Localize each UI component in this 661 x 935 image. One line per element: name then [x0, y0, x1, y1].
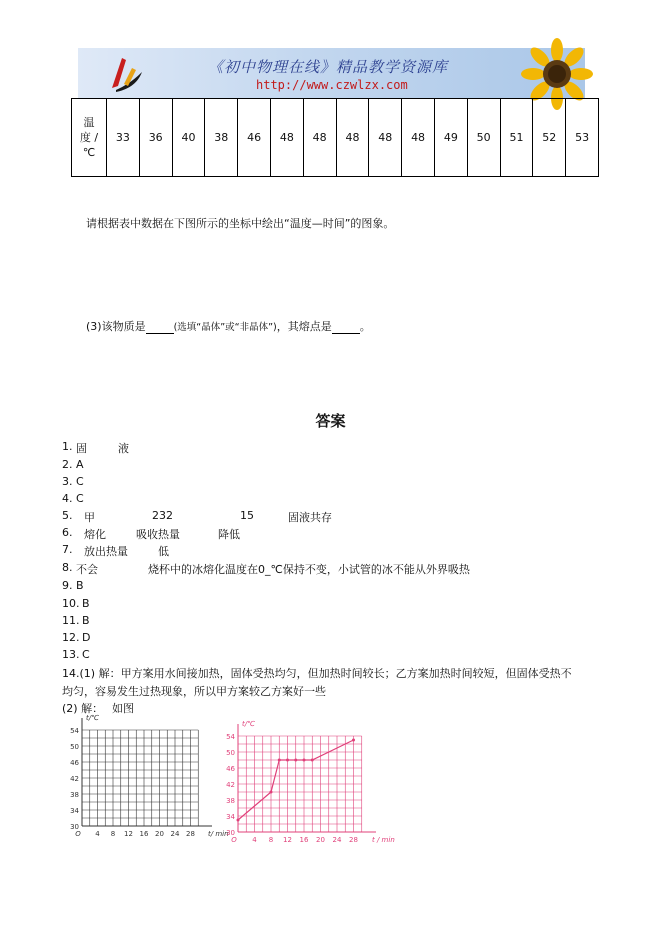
table-cell: 52 [533, 99, 566, 177]
header-banner [78, 48, 585, 98]
answer-number: 12. [62, 631, 80, 644]
y-tick-label: 50 [226, 749, 235, 757]
y-tick-label: 54 [226, 733, 235, 741]
question-3-middle: ，其熔点是 [276, 320, 332, 333]
data-point [286, 759, 289, 762]
y-tick-label: 46 [70, 759, 79, 767]
x-tick-label: 20 [155, 830, 164, 838]
answer-part: B [82, 597, 90, 610]
answer-14-text: 如图 [112, 702, 134, 715]
data-point [311, 759, 314, 762]
y-tick-label: 54 [70, 727, 79, 735]
x-tick-label: 28 [186, 830, 195, 838]
y-axis-label: t/℃ [242, 720, 255, 728]
origin-label: O [231, 836, 237, 844]
x-tick-label: 24 [332, 836, 342, 844]
x-tick-label: 16 [139, 830, 149, 838]
answer-blank[interactable] [332, 322, 360, 334]
answer-number: 13. [62, 648, 80, 661]
answer-part: 吸收热量 [136, 528, 180, 541]
answer-part: C [76, 492, 84, 505]
table-header-cell [72, 99, 107, 177]
y-tick-label: 42 [226, 781, 235, 789]
table-row [72, 99, 599, 177]
answer-part: 固液共存 [288, 511, 332, 524]
data-point [303, 759, 306, 762]
question-3-prefix: (3)该物质是 [86, 320, 146, 333]
answer-number: 1. [62, 440, 73, 453]
answer-part: 烧杯中的冰熔化温度在0_℃保持不变，小试管的冰不能从外界吸热 [148, 563, 470, 576]
y-tick-label: 50 [70, 743, 79, 751]
y-tick-label: 34 [226, 813, 235, 821]
x-tick-label: 8 [110, 830, 116, 838]
question-3 [86, 318, 371, 334]
answer-blank[interactable] [146, 322, 174, 334]
question-3-suffix: 。 [359, 320, 371, 333]
x-tick-label: 12 [283, 836, 292, 844]
table-cell: 49 [434, 99, 467, 177]
answer-part: 不会 [76, 563, 98, 576]
data-point [352, 739, 355, 742]
y-tick-label: 38 [70, 791, 79, 799]
answer-part: B [76, 579, 84, 592]
answer-part: C [76, 475, 84, 488]
answer-part: A [76, 458, 84, 471]
table-cell: 48 [270, 99, 303, 177]
x-tick-label: 4 [95, 830, 100, 838]
x-tick-label: 16 [299, 836, 309, 844]
answer-part: 固 [76, 442, 87, 455]
answer-part: 15 [240, 509, 254, 522]
header-line: 温 [83, 116, 95, 129]
banner-title: 《初中物理在线》精品教学资源库 [208, 58, 449, 76]
x-tick-label: 20 [316, 836, 325, 844]
x-tick-label: 4 [252, 836, 257, 844]
answer-number: 2. [62, 458, 73, 471]
answer-part: D [82, 631, 91, 644]
y-tick-label: 46 [226, 765, 235, 773]
question-3-hint: (选填“晶体”或“非晶体”) [173, 322, 277, 333]
y-tick-label: 30 [70, 823, 79, 831]
answer-number: 9. [62, 579, 73, 592]
table-cell: 50 [467, 99, 500, 177]
answer-part: 熔化 [84, 528, 106, 541]
data-point [278, 759, 281, 762]
x-tick-label: 28 [349, 836, 358, 844]
table-cell: 48 [303, 99, 336, 177]
table-cell: 48 [336, 99, 369, 177]
x-tick-label: 24 [170, 830, 180, 838]
table-cell: 33 [107, 99, 140, 177]
table-cell: 53 [566, 99, 599, 177]
y-axis-label: t/℃ [86, 714, 99, 722]
data-point [294, 759, 297, 762]
site-logo-icon [106, 54, 146, 94]
answer-number: 4. [62, 492, 73, 505]
answer-number: 11. [62, 614, 80, 627]
table-cell: 36 [139, 99, 172, 177]
x-axis-label: t / min [372, 836, 395, 844]
answer-number: 6. [62, 526, 73, 539]
answer-number: 5. [62, 509, 73, 522]
answer-number: 10. [62, 597, 80, 610]
answer-part: 液 [118, 442, 129, 455]
data-point [237, 819, 240, 822]
table-cell: 48 [369, 99, 402, 177]
temperature-table [71, 98, 599, 177]
answer-14-line-2: 均匀，容易发生过热现象，所以甲方案较乙方案好一些 [62, 685, 326, 698]
answer-14-line-1: 14.(1) 解：甲方案用水间接加热，固体受热均匀，但加热时间较长；乙方案加热时间较短，但固体受热不 [62, 667, 572, 680]
y-tick-label: 30 [226, 829, 235, 837]
x-tick-label: 12 [124, 830, 133, 838]
table-cell: 51 [500, 99, 533, 177]
table-cell: 46 [238, 99, 271, 177]
y-tick-label: 42 [70, 775, 79, 783]
header-line: ℃ [82, 146, 96, 159]
x-tick-label: 8 [268, 836, 274, 844]
table-cell: 38 [205, 99, 238, 177]
answer-number: 3. [62, 475, 73, 488]
data-point [270, 791, 273, 794]
banner-url: http://www.czwlzx.com [256, 78, 408, 92]
instruction-text: 请根据表中数据在下图所示的坐标中绘出“温度—时间”的图象。 [86, 217, 395, 230]
table-cell: 48 [402, 99, 435, 177]
answer-part: 低 [158, 545, 169, 558]
answer-number: 7. [62, 543, 73, 556]
y-tick-label: 38 [226, 797, 235, 805]
origin-label: O [75, 830, 81, 838]
header-line: 度 / [79, 131, 99, 144]
blank-grid-chart [60, 714, 229, 850]
x-axis-label: t/ min [208, 830, 229, 838]
answer-14-prefix: (2) 解： [62, 702, 104, 715]
answer-number: 8. [62, 561, 73, 574]
answer-part: 甲 [84, 511, 95, 524]
answer-part: 放出热量 [84, 545, 128, 558]
y-tick-label: 34 [70, 807, 79, 815]
answer-part: 232 [152, 509, 173, 522]
answer-part: C [82, 648, 90, 661]
answer-part: 降低 [218, 528, 240, 541]
answer-line-chart [222, 720, 395, 850]
answer-part: B [82, 614, 90, 627]
table-cell: 40 [172, 99, 205, 177]
answers-title: 答案 [315, 412, 346, 430]
